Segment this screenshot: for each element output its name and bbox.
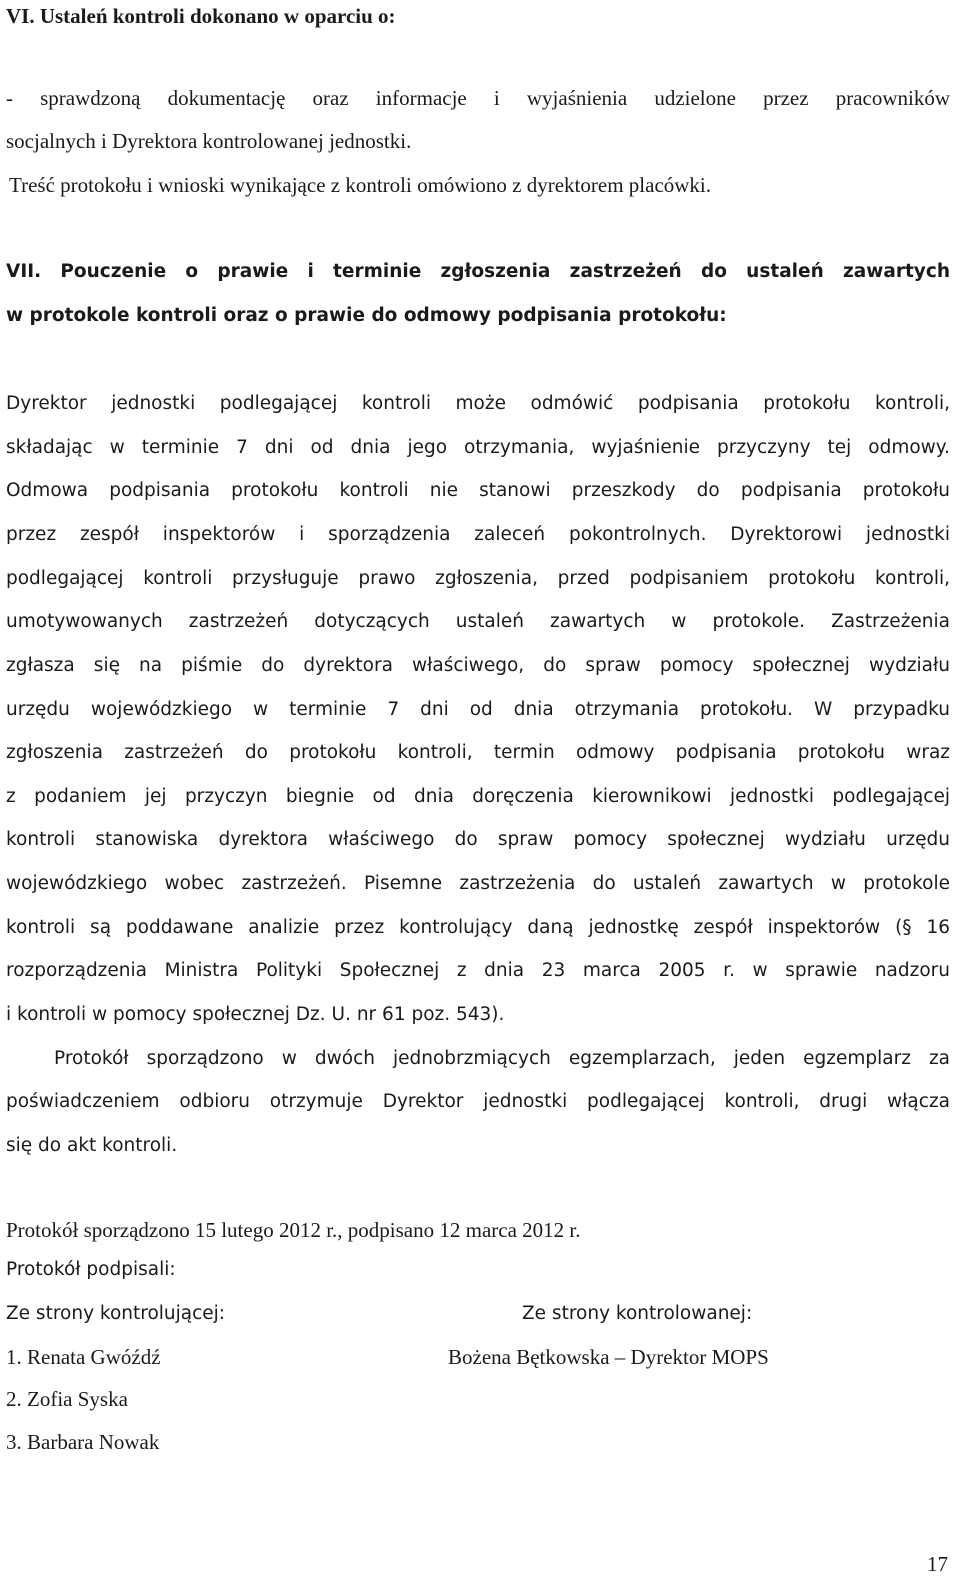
copies-line-1: Protokół sporządzono w dwóch jednobrzmiących egzemplarzach, jeden egzemplarz za [54, 1048, 950, 1069]
section-vi-line-3: Treść protokołu i wnioski wynikające z kontroli omówiono z dyrektorem placówki. [9, 173, 712, 197]
paragraph-line-8: urzędu wojewódzkiego w terminie 7 dni od dnia otrzymania protokołu. W przypadku [6, 699, 950, 720]
section-vi-line-2: socjalnych i Dyrektora kontrolowanej jednostki. [6, 129, 412, 153]
paragraph-line-11: kontroli stanowiska dyrektora właściwego do spraw pomocy społecznej wydziału urzędu [6, 829, 950, 850]
copies-line-2: poświadczeniem odbioru otrzymuje Dyrektor jednostki podlegającej kontroli, drugi włącza [6, 1091, 950, 1112]
paragraph-line-9: zgłoszenia zastrzeżeń do protokołu kontroli, termin odmowy podpisania protokołu wraz [6, 742, 950, 763]
section-vi-heading: VI. Ustaleń kontroli dokonano w oparciu o: [6, 4, 396, 28]
paragraph-line-4: przez zespół inspektorów i sporządzenia zaleceń pokontrolnych. Dyrektorowi jednostki [6, 524, 950, 545]
paragraph-line-5: podlegającej kontroli przysługuje prawo zgłoszenia, przed podpisaniem protokołu kontroli, [6, 568, 950, 589]
paragraph-line-3: Odmowa podpisania protokołu kontroli nie stanowi przeszkody do podpisania protokołu [6, 480, 950, 501]
section-vii-heading-line-2: w protokole kontroli oraz o prawie do odmowy podpisania protokołu: [6, 305, 727, 326]
paragraph-line-13: kontroli są poddawane analizie przez kontrolujący daną jednostkę zespół inspektorów (§ 16 [6, 917, 950, 938]
paragraph-line-6: umotywowanych zastrzeżeń dotyczących ustaleń zawartych w protokole. Zastrzeżenia [6, 611, 950, 632]
controller-3: 3. Barbara Nowak [6, 1430, 160, 1454]
signed-label: Protokół podpisali: [6, 1259, 176, 1280]
protocol-date-line: Protokół sporządzono 15 lutego 2012 r., podpisano 12 marca 2012 r. [6, 1218, 581, 1242]
section-vii-heading-line-1: VII. Pouczenie o prawie i terminie zgłoszenia zastrzeżeń do ustaleń zawartych [6, 261, 950, 282]
controller-1: 1. Renata Gwóźdź [6, 1345, 161, 1369]
copies-line-3: się do akt kontroli. [6, 1135, 178, 1156]
page-number: 17 [927, 1552, 948, 1576]
paragraph-line-1: Dyrektor jednostki podlegającej kontroli może odmówić podpisania protokołu kontroli, [6, 393, 950, 414]
controller-2: 2. Zofia Syska [6, 1387, 128, 1411]
section-vi-line-1: - sprawdzoną dokumentację oraz informacje i wyjaśnienia udzielone przez pracowników [6, 86, 950, 110]
controlled-side-label: Ze strony kontrolowanej: [522, 1303, 753, 1324]
paragraph-line-10: z podaniem jej przyczyn biegnie od dnia doręczenia kierownikowi jednostki podlegającej [6, 786, 950, 807]
paragraph-line-7: zgłasza się na piśmie do dyrektora właściwego, do spraw pomocy społecznej wydziału [6, 655, 950, 676]
controlling-side-label: Ze strony kontrolującej: [6, 1303, 226, 1324]
controlled-person: Bożena Bętkowska – Dyrektor MOPS [448, 1345, 769, 1369]
paragraph-line-14: rozporządzenia Ministra Polityki Społecznej z dnia 23 marca 2005 r. w sprawie nadzoru [6, 960, 950, 981]
paragraph-line-12: wojewódzkiego wobec zastrzeżeń. Pisemne zastrzeżenia do ustaleń zawartych w protokole [6, 873, 950, 894]
paragraph-line-2: składając w terminie 7 dni od dnia jego otrzymania, wyjaśnienie przyczyny tej odmowy. [6, 437, 950, 458]
paragraph-line-15: i kontroli w pomocy społecznej Dz. U. nr 61 poz. 543). [6, 1004, 505, 1025]
